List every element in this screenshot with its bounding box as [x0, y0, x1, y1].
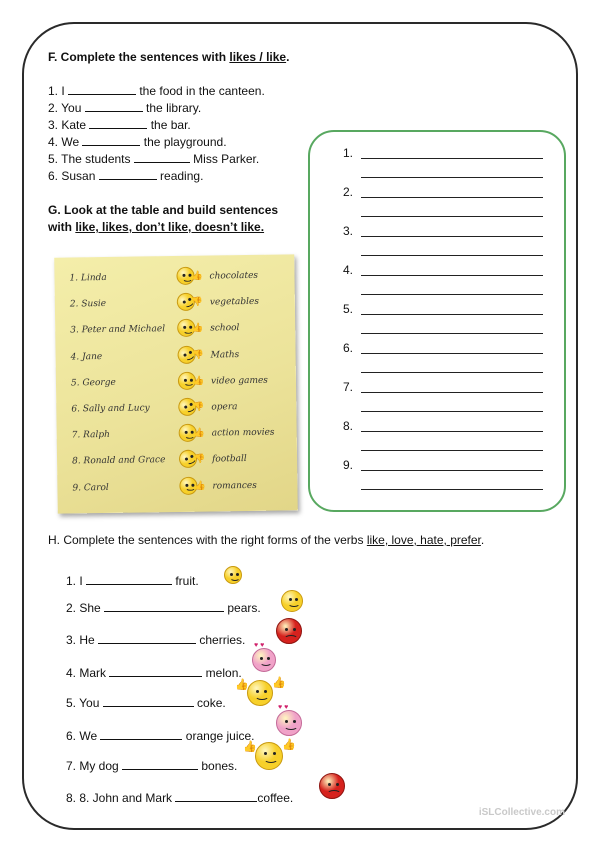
sentence-end: melon.: [202, 666, 242, 680]
love-emoji-icon: [252, 648, 276, 672]
face-eye: [328, 783, 331, 786]
thumbs-up-icon: 👍: [192, 375, 205, 386]
sentence-h-3: [66, 633, 245, 647]
sentence-h-1: [66, 574, 199, 588]
sentence-h-4: [66, 666, 242, 680]
love-emoji-icon: [276, 710, 302, 736]
answer-line[interactable]: [361, 177, 543, 178]
sentence-start: 4. We: [48, 135, 83, 149]
thumbs-down-icon: 👎: [193, 401, 205, 412]
sentence-end: the playground.: [140, 135, 227, 149]
table-item: opera: [211, 402, 238, 413]
answer-line[interactable]: [361, 197, 543, 198]
table-person: 4. Jane: [70, 351, 103, 363]
thumbs-down-icon: 👎: [191, 296, 204, 307]
sentence-h-7: [66, 759, 237, 773]
answer-blank[interactable]: [85, 110, 143, 112]
sentence-h-5: [66, 696, 226, 710]
thumbs-down-icon: 👎: [193, 453, 206, 465]
answer-number: 5.: [343, 302, 354, 316]
face-mouth: [327, 790, 340, 798]
sentence-start: 5. You: [66, 696, 103, 710]
table-person: 1. Linda: [69, 272, 107, 284]
face-mouth: [284, 635, 297, 643]
table-person: 9. Carol: [72, 482, 109, 494]
sentence-start: 8. 8. John and Mark: [66, 791, 176, 805]
answer-number: 8.: [343, 419, 354, 433]
table-item: Maths: [210, 349, 240, 361]
table-item: video games: [210, 375, 268, 387]
watermark: iSLCollective.com: [478, 807, 565, 818]
table-person: 5. George: [70, 377, 116, 389]
sentence-end: coke.: [193, 696, 226, 710]
answer-blank[interactable]: [89, 127, 147, 129]
sentence-start: 1. I: [66, 574, 87, 588]
thumbs-up-icon: 👍: [282, 739, 296, 751]
face-mouth: [255, 692, 268, 700]
table-person: 6. Sally and Lucy: [71, 403, 150, 415]
thumbs-emoji-icon: [255, 742, 283, 770]
angry-emoji-icon: [276, 618, 302, 644]
sentence-f-1: [48, 84, 265, 98]
face-mouth: [264, 755, 278, 763]
answer-line[interactable]: [361, 333, 543, 334]
answer-blank[interactable]: [175, 800, 257, 802]
thumbs-up-icon: 👍: [191, 270, 203, 281]
answer-line[interactable]: [361, 294, 543, 295]
sentence-start: 5. The students: [48, 152, 134, 166]
sentence-end: pears.: [224, 601, 261, 615]
smile-emoji-icon: [281, 590, 303, 612]
answer-blank[interactable]: [86, 583, 172, 585]
table-person: 3. Peter and Michael: [70, 324, 166, 336]
sentence-start: 7. My dog: [66, 759, 123, 773]
face-eye: [336, 783, 339, 786]
answer-number: 6.: [343, 341, 354, 355]
sentence-start: 3. Kate: [48, 118, 90, 132]
table-item: action movies: [211, 427, 275, 439]
hearts-icon: ♥ ♥: [278, 704, 289, 711]
answer-line[interactable]: [361, 353, 543, 354]
sentence-end: the library.: [142, 101, 202, 115]
sentence-h-8: [66, 791, 293, 805]
answer-number: 7.: [343, 380, 354, 394]
table-item: vegetables: [209, 297, 260, 308]
answer-blank[interactable]: [100, 738, 182, 740]
table-person: 2. Susie: [69, 299, 107, 310]
sentence-start: 6. We: [66, 729, 101, 743]
answer-line[interactable]: [361, 392, 543, 393]
table-item: chocolates: [209, 270, 259, 282]
answer-line[interactable]: [361, 489, 543, 490]
answer-number: 2.: [343, 185, 354, 199]
answer-blank[interactable]: [82, 144, 140, 146]
table-item: romances: [212, 480, 257, 492]
sentence-h-6: [66, 729, 255, 743]
sentence-h-2: [66, 601, 261, 615]
thumbs-down-icon: 👎: [192, 349, 204, 360]
answer-blank[interactable]: [122, 768, 198, 770]
sentence-end: the bar.: [147, 118, 191, 132]
answer-number: 4.: [343, 263, 354, 277]
sentence-end: bones.: [198, 759, 238, 773]
sentence-end: cherries.: [196, 633, 246, 647]
hearts-icon: ♥ ♥: [254, 642, 265, 649]
answer-line[interactable]: [361, 236, 543, 237]
sentence-start: 4. Mark: [66, 666, 110, 680]
sentence-f-2: [48, 101, 201, 115]
answer-line[interactable]: [361, 431, 543, 432]
thumbs-up-icon: 👍: [192, 323, 204, 334]
sentence-f-5: [48, 152, 259, 166]
thumbs-up-icon: 👍: [193, 427, 205, 438]
table-person: 7. Ralph: [71, 430, 111, 441]
answer-blank[interactable]: [104, 610, 224, 612]
answer-line[interactable]: [361, 411, 543, 412]
face-eye: [285, 628, 288, 631]
sticky-note-table: [54, 254, 298, 513]
answer-line[interactable]: [361, 470, 543, 471]
face-mouth: [288, 600, 300, 607]
sentence-end: coffee.: [257, 791, 294, 805]
section-h-title: H. Complete the sentences with the right forms of the verbs like, love, hate, prefer.: [48, 533, 485, 547]
thumbs-up-icon: 👍: [194, 480, 206, 491]
thumbs-emoji-icon: [247, 680, 273, 706]
sentence-start: 2. She: [66, 601, 105, 615]
face-eye: [293, 628, 296, 631]
thumbs-up-icon: 👍: [272, 677, 286, 689]
answer-number: 1.: [343, 146, 354, 160]
table-item: football: [211, 454, 247, 465]
answer-line[interactable]: [361, 450, 543, 451]
sentence-start: 2. You: [48, 101, 85, 115]
sentence-end: reading.: [156, 169, 204, 183]
sentence-f-4: [48, 135, 227, 149]
sentence-start: 6. Susan: [48, 169, 99, 183]
answer-line[interactable]: [361, 158, 543, 159]
answer-line[interactable]: [361, 275, 543, 276]
smile-emoji-icon: [224, 566, 242, 584]
section-g-title-line1: G. Look at the table and build sentences: [48, 203, 279, 217]
sentence-end: the food in the canteen.: [136, 84, 265, 98]
answer-blank[interactable]: [99, 178, 157, 180]
answer-number: 3.: [343, 224, 354, 238]
answer-line[interactable]: [361, 372, 543, 373]
section-g-title-line2: with like, likes, don’t like, doesn’t like.: [48, 220, 265, 234]
answer-blank[interactable]: [134, 161, 190, 163]
answer-line[interactable]: [361, 314, 543, 315]
answer-blank[interactable]: [103, 705, 194, 707]
section-f-title: F. Complete the sentences with likes / like.: [48, 50, 290, 64]
thumbs-up-icon: 👍: [235, 679, 249, 691]
sentence-start: 1. I: [48, 84, 69, 98]
sentence-end: fruit.: [172, 574, 199, 588]
face-mouth: [284, 722, 297, 730]
sentence-f-6: [48, 169, 203, 183]
answer-line[interactable]: [361, 216, 543, 217]
sentence-end: Miss Parker.: [189, 152, 260, 166]
table-person: 8. Ronald and Grace: [72, 455, 166, 467]
answer-line[interactable]: [361, 255, 543, 256]
sentence-f-3: [48, 118, 191, 132]
answer-number: 9.: [343, 458, 354, 472]
face-mouth: [260, 659, 273, 666]
table-item: school: [210, 323, 240, 334]
answer-blank[interactable]: [98, 642, 196, 644]
sentence-start: 3. He: [66, 633, 99, 647]
answer-blank[interactable]: [109, 675, 202, 677]
answer-blank[interactable]: [68, 93, 136, 95]
angry-emoji-icon: [319, 773, 345, 799]
sentence-end: orange juice.: [182, 729, 255, 743]
face-mouth: [230, 575, 240, 581]
thumbs-up-icon: 👍: [243, 741, 257, 753]
